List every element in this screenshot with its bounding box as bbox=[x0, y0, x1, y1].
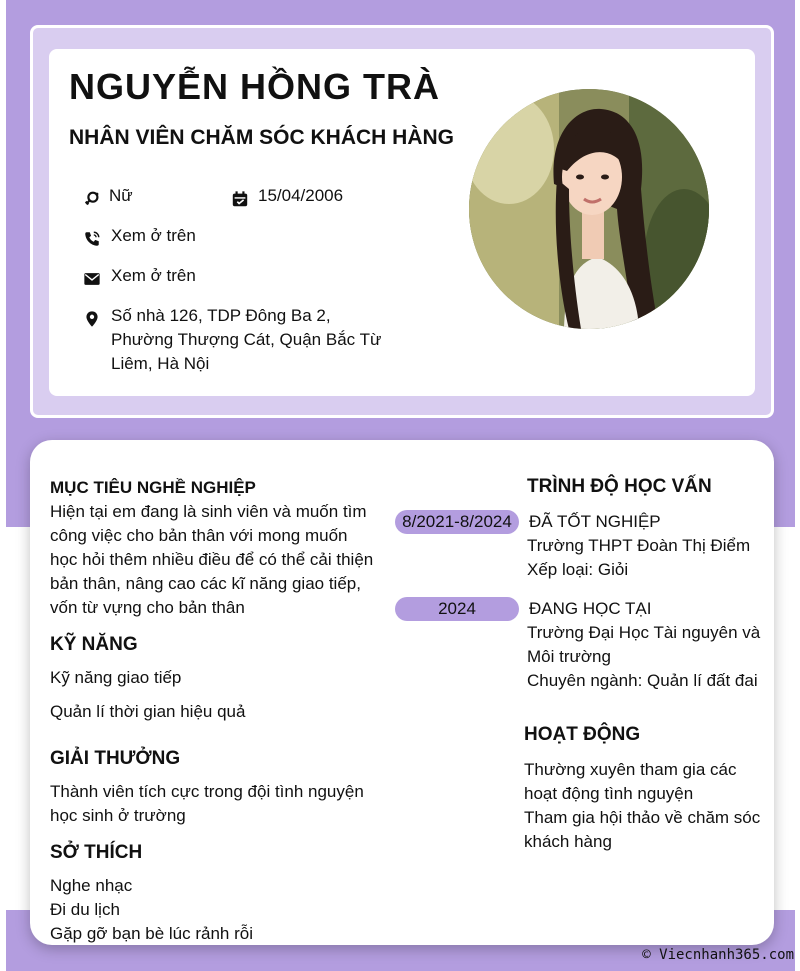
education-detail: Chuyên ngành: Quản lí đất đai bbox=[527, 671, 758, 690]
hobby-item: Đi du lịch bbox=[50, 900, 120, 919]
address-line-2: Phường Thượng Cát, Quận Bắc Từ bbox=[111, 330, 382, 349]
skills-heading: KỸ NĂNG bbox=[50, 634, 138, 655]
objective-line: vốn từ vựng cho bản thân bbox=[50, 598, 245, 617]
hobby-item: Gặp gỡ bạn bè lúc rảnh rỗi bbox=[50, 924, 253, 943]
activities-line: hoạt động tình nguyện bbox=[524, 784, 694, 803]
address-line-3: Liêm, Hà Nội bbox=[111, 354, 210, 373]
activities-line: Thường xuyên tham gia các bbox=[524, 760, 737, 779]
awards-text bbox=[50, 780, 375, 828]
profile-photo bbox=[469, 89, 709, 329]
gender-icon bbox=[82, 189, 102, 209]
job-title: NHÂN VIÊN CHĂM SÓC KHÁCH HÀNG bbox=[69, 126, 455, 149]
activities-text bbox=[524, 758, 764, 854]
objective-line: học hỏi thêm nhiều điều để có thể cải thiện bbox=[50, 550, 374, 569]
awards-line: Thành viên tích cực trong đội tình nguyện bbox=[50, 782, 364, 801]
education-school: Trường THPT Đoàn Thị Điểm bbox=[527, 536, 751, 555]
gender-value: Nữ bbox=[109, 186, 133, 205]
education-period-badge: 8/2021-8/2024 bbox=[395, 510, 519, 534]
email-value: Xem ở trên bbox=[111, 266, 196, 285]
footer-watermark: © Viecnhanh365.com bbox=[642, 947, 794, 963]
awards-heading: GIẢI THƯỞNG bbox=[50, 748, 181, 769]
candidate-name: NGUYỄN HỒNG TRÀ bbox=[69, 66, 441, 107]
education-heading: TRÌNH ĐỘ HỌC VẤN bbox=[527, 476, 712, 497]
education-school bbox=[527, 621, 764, 669]
phone-value: Xem ở trên bbox=[111, 226, 196, 245]
hobbies-heading: SỞ THÍCH bbox=[50, 842, 143, 863]
education-school-line: Trường Đại Học Tài nguyên và bbox=[527, 623, 761, 642]
calendar-icon bbox=[230, 189, 250, 209]
objective-text bbox=[50, 500, 375, 620]
objective-line: Hiện tại em đang là sinh viên và muốn tìm bbox=[50, 502, 367, 521]
birthdate-value: 15/04/2006 bbox=[258, 186, 344, 205]
education-status: ĐANG HỌC TẠI bbox=[529, 599, 652, 618]
hobby-item: Nghe nhạc bbox=[50, 876, 133, 895]
education-detail: Xếp loại: Giỏi bbox=[527, 560, 629, 579]
education-period-badge: 2024 bbox=[395, 597, 519, 621]
objective-heading: MỤC TIÊU NGHỀ NGHIỆP bbox=[50, 478, 256, 497]
skill-item: Kỹ năng giao tiếp bbox=[50, 668, 182, 687]
activities-heading: HOẠT ĐỘNG bbox=[524, 724, 641, 745]
address-line-1: Số nhà 126, TDP Đông Ba 2, bbox=[111, 306, 331, 325]
phone-icon bbox=[82, 229, 102, 249]
objective-line: bản thân, nâng cao các kĩ năng giao tiếp, bbox=[50, 574, 361, 593]
education-school-line: Môi trường bbox=[527, 647, 611, 666]
skill-item: Quản lí thời gian hiệu quả bbox=[50, 702, 246, 721]
objective-line: công việc cho bản thân với mong muốn bbox=[50, 526, 348, 545]
envelope-icon bbox=[82, 269, 102, 289]
education-status: ĐÃ TỐT NGHIỆP bbox=[529, 512, 661, 531]
activities-line: Tham gia hội thảo về chăm sóc bbox=[524, 808, 761, 827]
awards-line: học sinh ở trường bbox=[50, 806, 186, 825]
map-pin-icon bbox=[82, 309, 102, 329]
activities-line: khách hàng bbox=[524, 832, 612, 851]
